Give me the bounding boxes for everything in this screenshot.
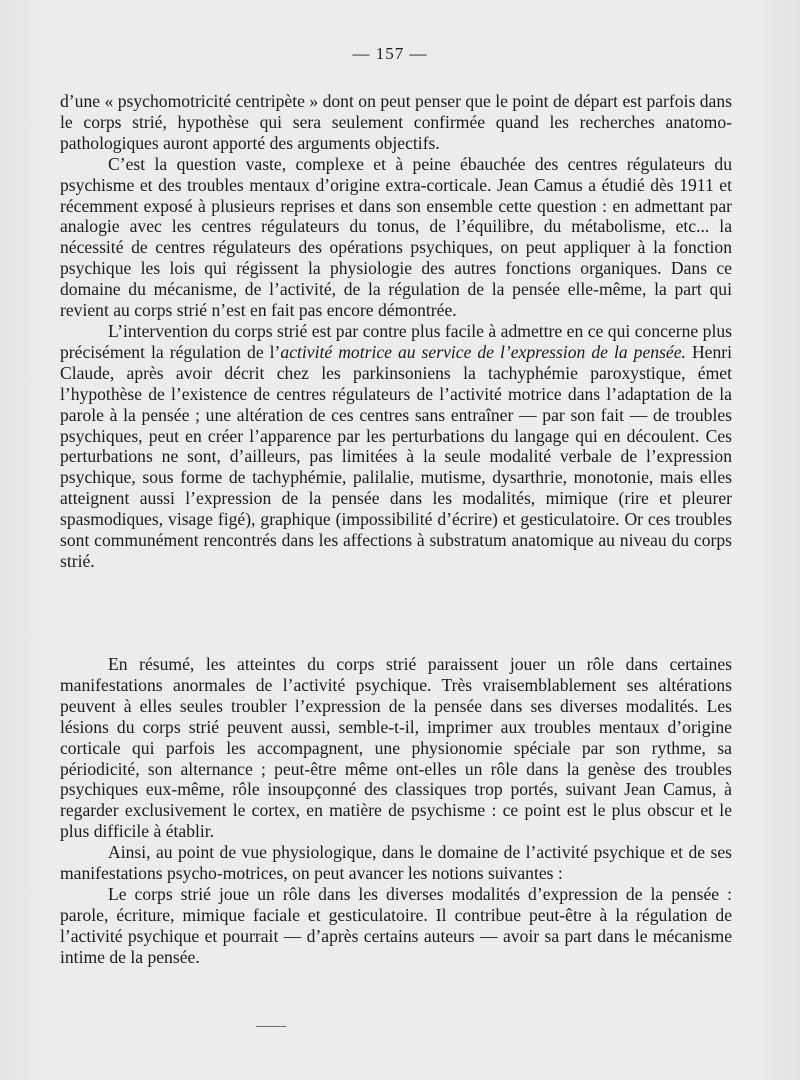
paragraph-intervention-corps-strie (60, 321, 732, 572)
paragraph-centres-regulateurs: C’est la question vaste, complexe et à peine ébauchée des centres régulateurs du psychisme et des troubles mentaux d’origine extra-corticale. Jean Camus a étudié dès 1911 et récemment exposé à plusieurs reprises et dans son ensemble cette question : en admettant par analogie avec les centres régulateurs du tonus, de l’équilibre, du métabolisme, etc... la nécessité de centres régulateurs des opérations psychiques, on peut appliquer à la fonction psychique les lois qui régissent la physiologie des autres fonctions organiques. Dans ce domaine du mécanisme, de l’activité, de la régulation de la pensée elle-même, la part qui revient au corps strié n’est en fait pas encore démontrée. (60, 153, 732, 321)
paragraph-en-resume: En résumé, les atteintes du corps strié paraissent jouer un rôle dans certaines manifestations anormales de l’activité psychique. Très vraisemblablement ses altérations peuvent à elles seules troubler l’expression de la pensée dans ses diverses modalités. Les lésions du corps strié peuvent aussi, semble-t-il, imprimer aux troubles mentaux d’origine corticale qui parfois les accompagnent, une physionomie spéciale par son rythme, sa périodicité, son alternance ; peut-être même ont-elles un rôle dans la genèse des troubles psychiques eux-même, rôle insoupçonné des classiques trop portés, suivant Jean Camus, à regarder exclusivement le cortex, en matière de psychisme : ce point est le plus obscur et le plus difficile à établir. (60, 654, 732, 842)
text-section-upper (60, 91, 732, 572)
paragraph-conclusion: Le corps strié joue un rôle dans les diverses modalités d’expression de la pensée : parole, écriture, mimique faciale et gesticulatoire. Il contribue peut-être à la régulation de l’activité psychique et pourrait — d’après certains auteurs — avoir sa part dans le mécanisme intime de la pensée. (60, 883, 732, 967)
paragraph-3-text-before: L’intervention du corps strié est par contre plus facile à admettre en ce qui concerne plus précisément la régulation de l’ (60, 320, 732, 362)
end-rule (256, 1026, 286, 1027)
paragraph-3-italic-phrase: activité motrice au service de l’expression de la pensée. (280, 341, 686, 362)
text-section-lower (60, 654, 732, 968)
page-number: — 157 — (352, 44, 428, 63)
paragraph-ainsi: Ainsi, au point de vue physiologique, dans le domaine de l’activité psychique et de ses manifestations psycho-motrices, on peut avancer les notions suivantes : (60, 842, 732, 884)
paragraph-3-text-after: Henri Claude, après avoir décrit chez les parkinsoniens la tachyphémie paroxystique, émet l’hypothèse de l’existence de centres régulateurs de l’activité motrice dans l’adaptation de la parole à la pensée ; une altération de ces centres sans entraîner — par son fait — de troubles psychiques, peut en créer l’apparence par les perturbations du langage qui en découlent. Ces perturbations ne sont, d’ailleurs, pas limitées à la seule modalité verbale de l’expression psychique, sous forme de tachyphémie, palilalie, mutisme, dysarthrie, monotonie, mais elles atteignent aussi l’expression de la pensée dans les modalités, mimique (rire et pleurer spasmodiques, visage figé), graphique (impossibilité d’écrire) et gesticulatoire. Or ces troubles sont communément rencontrés dans les affections à substratum anatomique au niveau du corps strié. (60, 341, 733, 571)
paragraph-continuation: d’une « psychomotricité centripète » dont on peut penser que le point de départ est parfois dans le corps strié, hypothèse qui sera seulement confirmée quand les recherches anatomo-pathologiques auront apporté des arguments objectifs. (60, 91, 732, 153)
